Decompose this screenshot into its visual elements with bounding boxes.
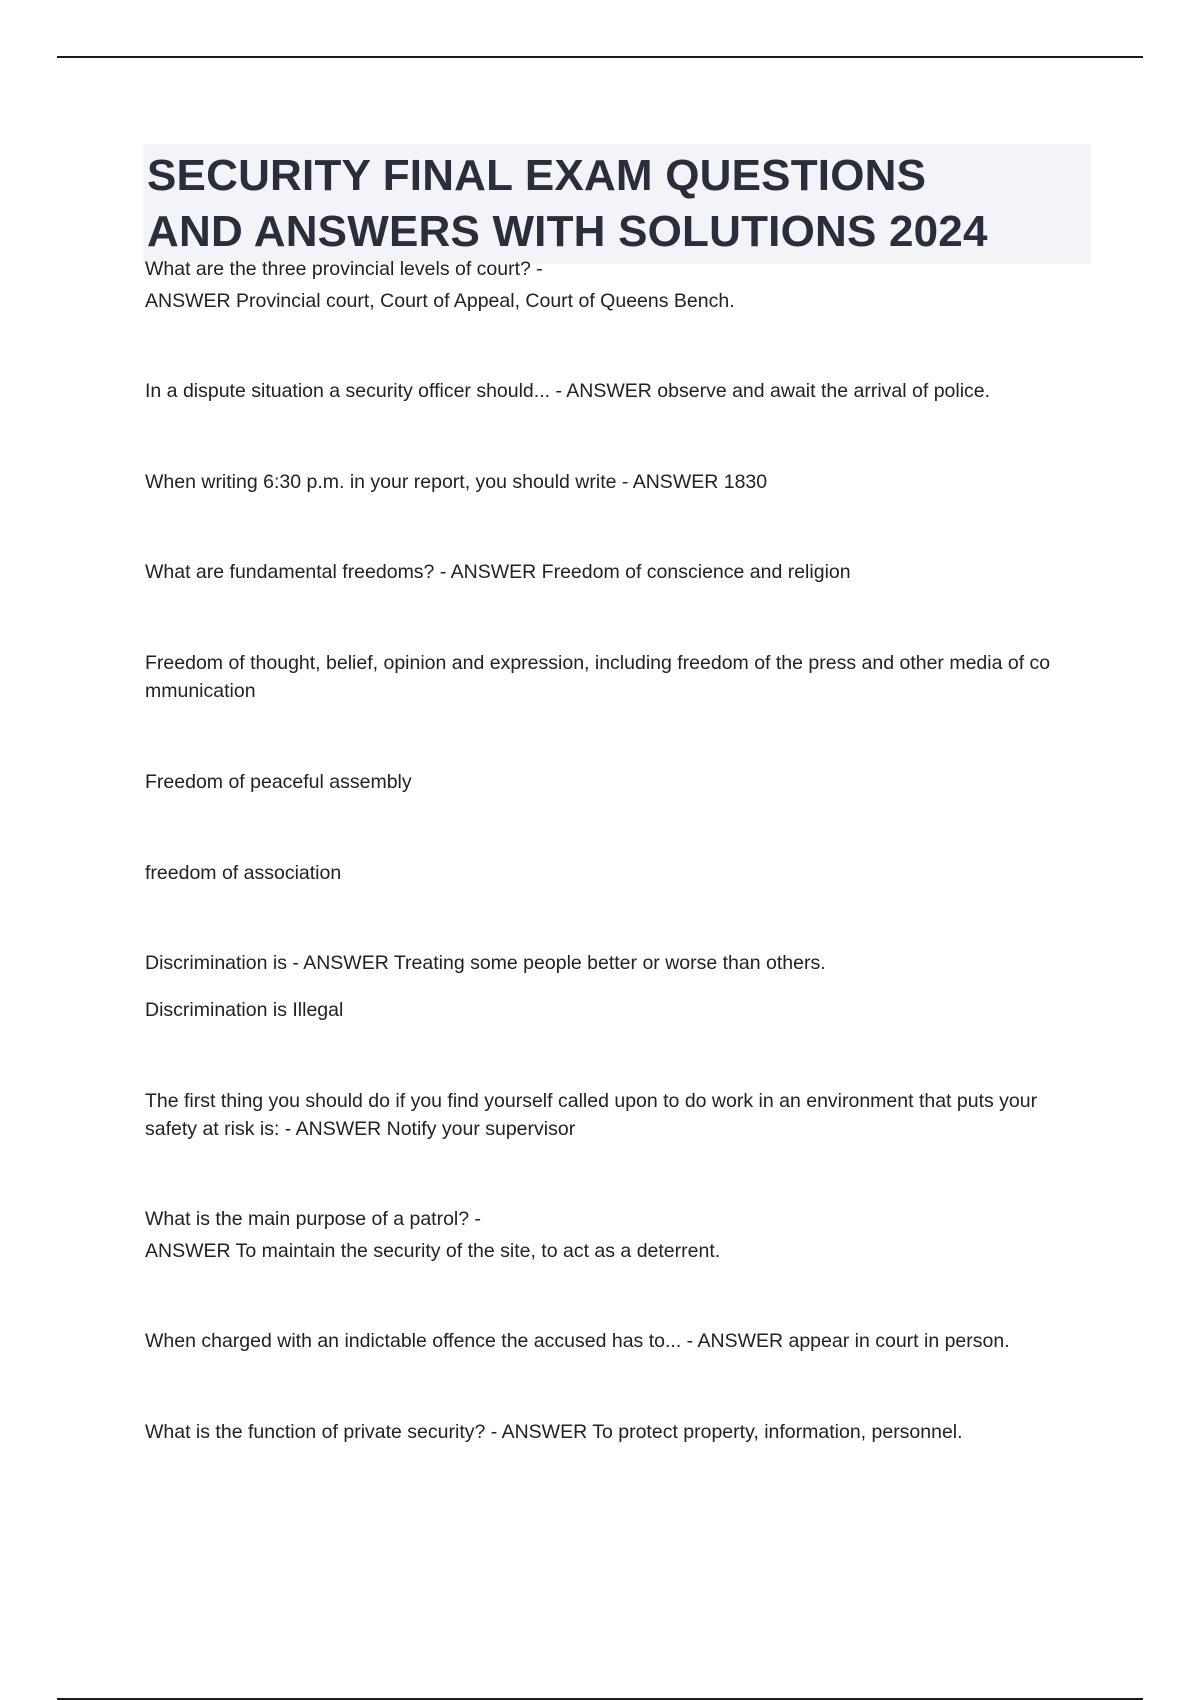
question-indictable-offence: When charged with an indictable offence the accused has to... - ANSWER appear in court in person. bbox=[145, 1330, 1010, 1352]
question-safety-line-1: The first thing you should do if you find yourself called upon to do work in an environment that puts your bbox=[145, 1090, 1038, 1112]
document-title bbox=[143, 144, 1091, 264]
question-court-levels: What are the three provincial levels of court? - bbox=[145, 258, 543, 280]
question-private-security: What is the function of private security? - ANSWER To protect property, information, personnel. bbox=[145, 1421, 963, 1443]
title-text bbox=[147, 148, 1087, 260]
title-line-2: AND ANSWERS WITH SOLUTIONS 2024 bbox=[147, 207, 988, 256]
freedom-association: freedom of association bbox=[145, 862, 342, 884]
question-time-format: When writing 6:30 p.m. in your report, you should write - ANSWER 1830 bbox=[145, 471, 768, 493]
answer-patrol: ANSWER To maintain the security of the site, to act as a deterrent. bbox=[145, 1240, 721, 1262]
top-rule bbox=[57, 56, 1143, 58]
question-fundamental-freedoms: What are fundamental freedoms? - ANSWER Freedom of conscience and religion bbox=[145, 561, 851, 583]
question-discrimination: Discrimination is - ANSWER Treating some people better or worse than others. bbox=[145, 952, 826, 974]
freedom-thought-line-1: Freedom of thought, belief, opinion and expression, including freedom of the press and other media of co bbox=[145, 652, 1051, 674]
question-patrol: What is the main purpose of a patrol? - bbox=[145, 1208, 482, 1230]
title-line-1: SECURITY FINAL EXAM QUESTIONS bbox=[147, 151, 927, 200]
discrimination-illegal: Discrimination is Illegal bbox=[145, 999, 344, 1021]
question-safety-line-2: safety at risk is: - ANSWER Notify your supervisor bbox=[145, 1118, 576, 1140]
freedom-thought-line-2: mmunication bbox=[145, 680, 256, 702]
answer-court-levels: ANSWER Provincial court, Court of Appeal, Court of Queens Bench. bbox=[145, 290, 735, 312]
freedom-assembly: Freedom of peaceful assembly bbox=[145, 771, 412, 793]
question-dispute: In a dispute situation a security officer should... - ANSWER observe and await the arrival of police. bbox=[145, 380, 991, 402]
